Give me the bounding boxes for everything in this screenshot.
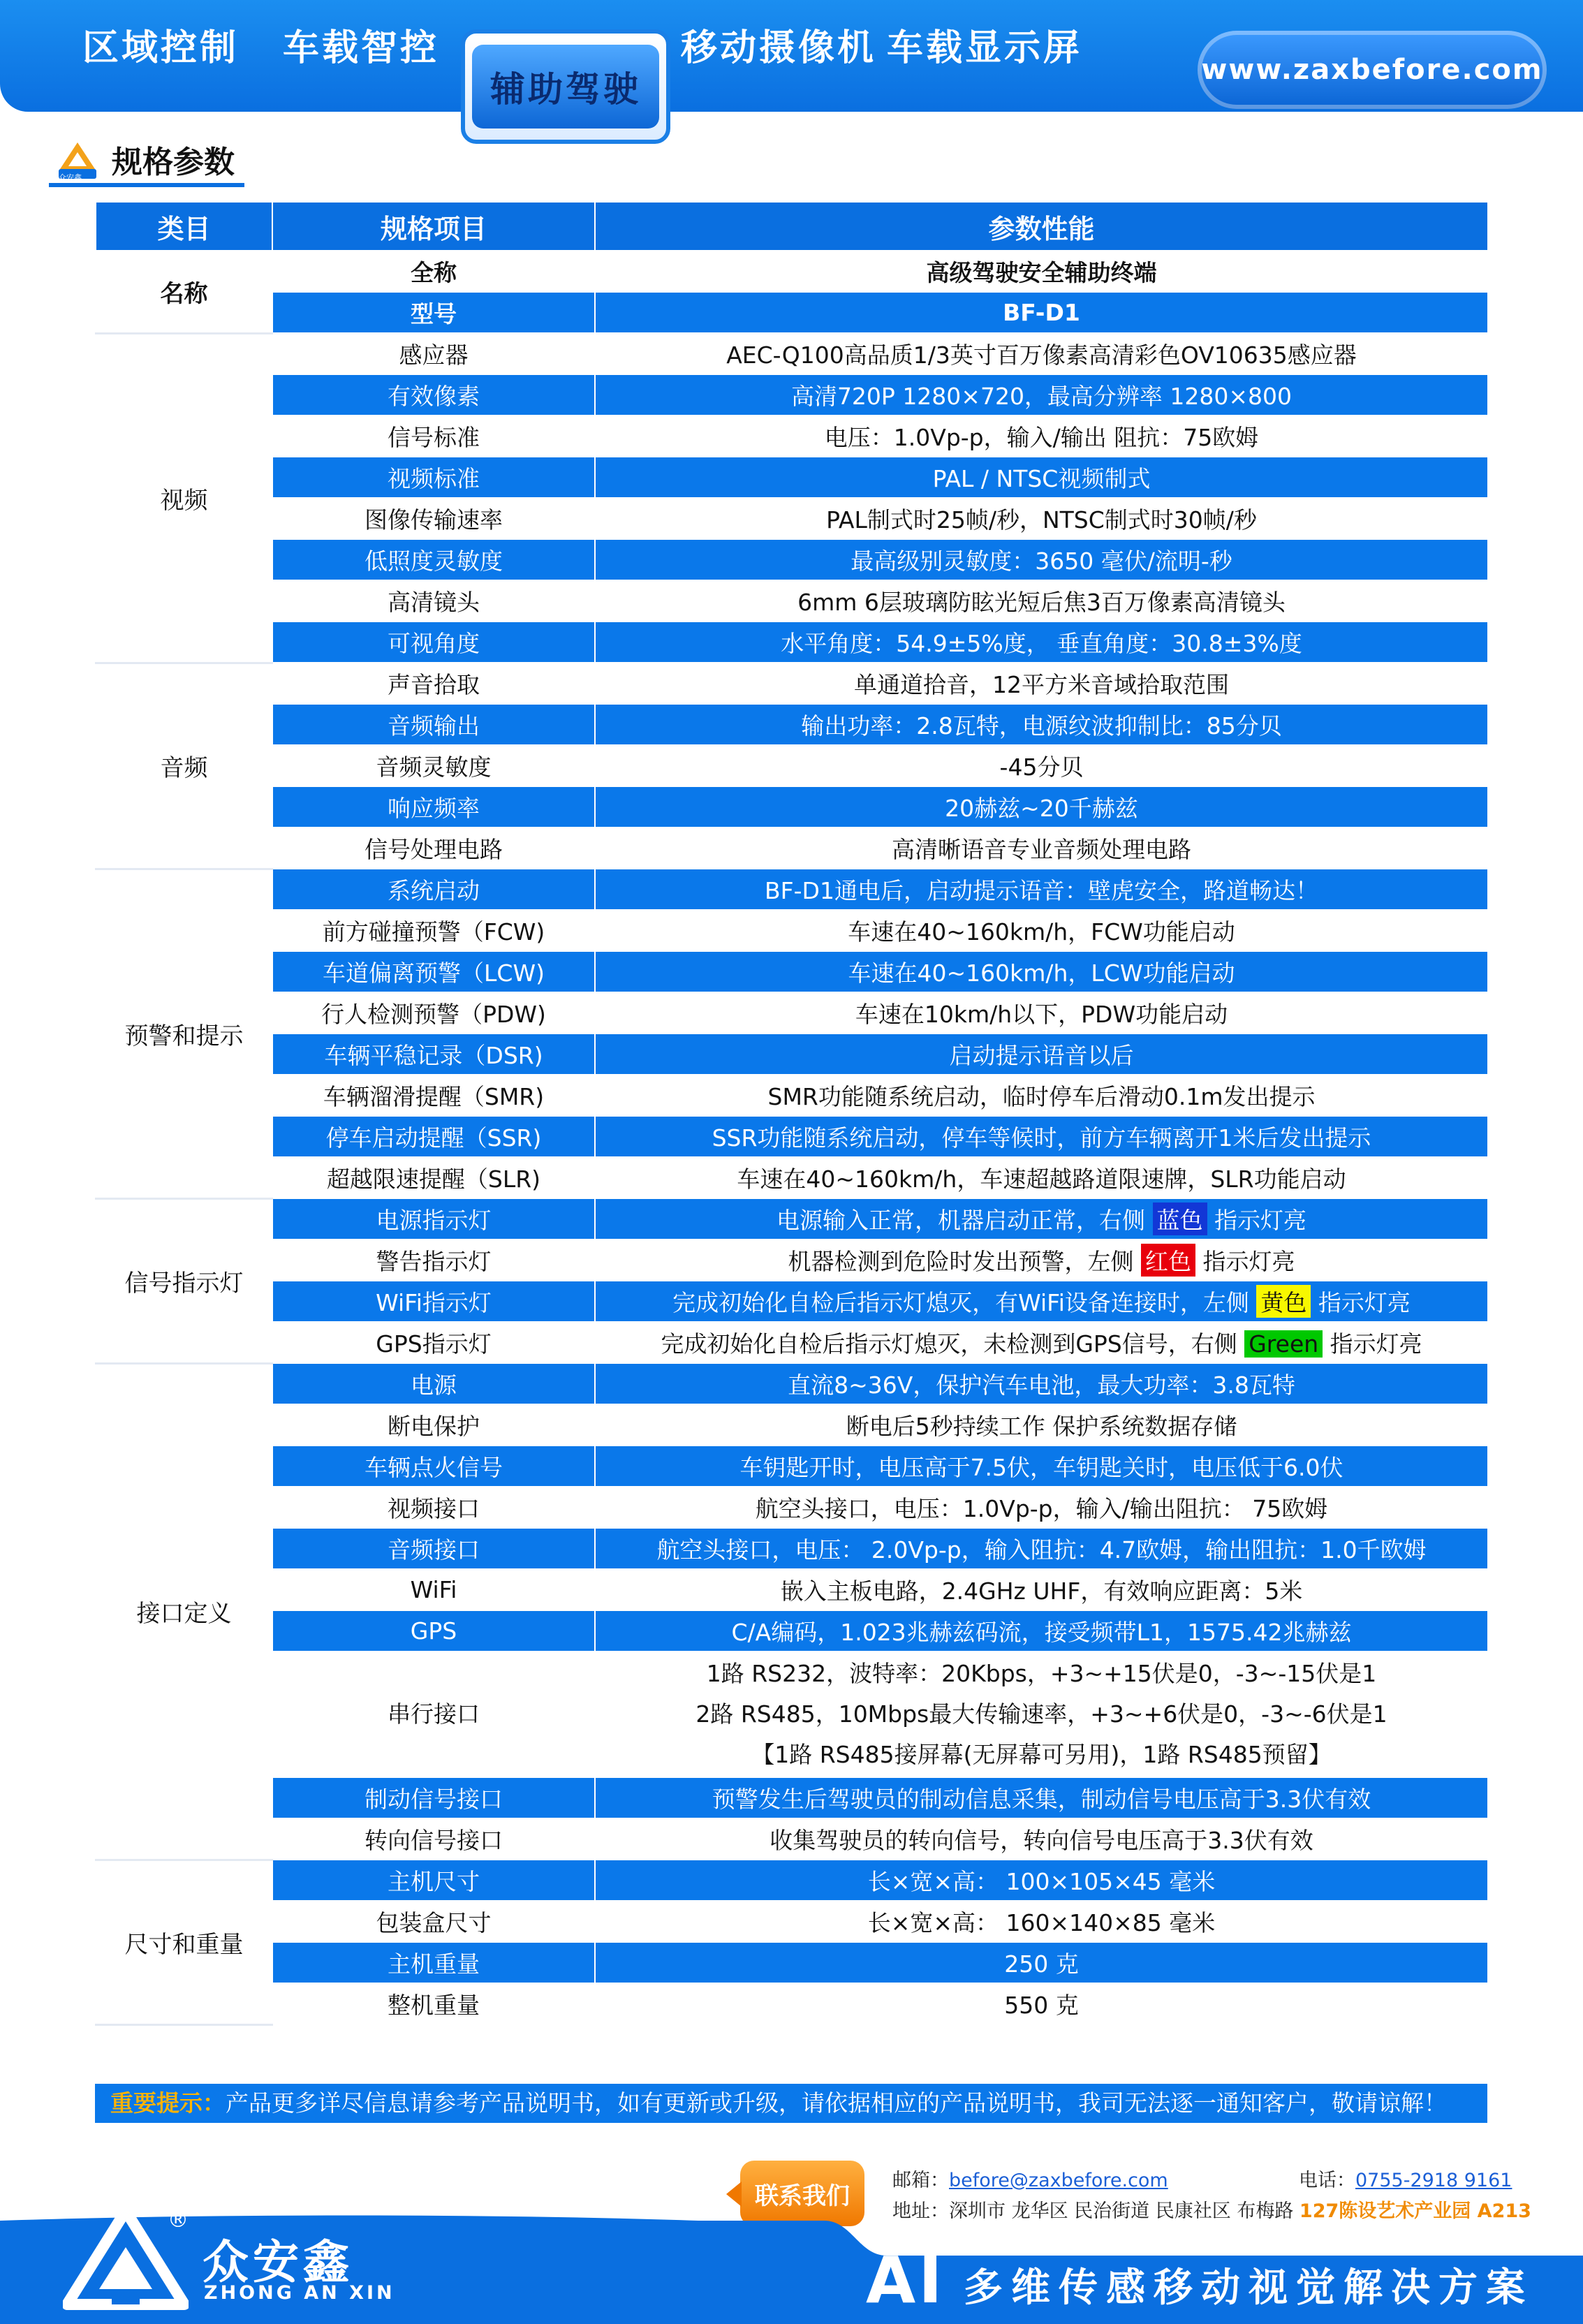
spec-item: 信号标准 [272,415,595,457]
registered-mark: ® [168,2208,189,2233]
table-row [96,992,1488,1034]
table-row [96,828,1488,869]
notice-text: 产品更多详尽信息请参考产品说明书，如有更新或升级，请依据相应的产品说明书，我司无法逐一通知客户，敬请谅解！ [226,2089,1447,2117]
section-title-underline [49,183,244,187]
spec-item: 有效像素 [272,374,595,415]
spec-item: 可视角度 [272,622,595,663]
spec-item: 全称 [272,251,595,292]
blue-highlight: 蓝色 [1153,1203,1207,1235]
table-row [96,910,1488,951]
spec-item: 音频接口 [272,1528,595,1569]
spec-item: 停车启动提醒（SSR) [272,1116,595,1157]
table-header-row [96,202,1488,251]
nav-item-vehicle-control[interactable]: 车载智控 [283,27,440,69]
spec-item: 图像传输速率 [272,498,595,539]
nav-item-mobile-camera[interactable]: 移动摄像机 [681,27,877,69]
spec-item: 车辆溜滑提醒（SMR) [272,1075,595,1116]
table-row [96,1860,1488,1901]
category-warning: 预警和提示 [96,869,272,1198]
spec-item: 低照度灵敏度 [272,539,595,580]
table-row [96,1983,1488,2024]
spec-item: GPS [272,1610,595,1652]
spec-item: 电源指示灯 [272,1198,595,1240]
table-row [96,1777,1488,1818]
spec-value: BF-D1通电后，启动提示语音：壁虎安全，路道畅达！ [595,869,1488,910]
spec-item: 型号 [272,292,595,333]
table-row [96,292,1488,333]
spec-item: WiFi [272,1569,595,1610]
category-interface: 接口定义 [96,1363,272,1860]
table-row [96,333,1488,374]
spec-value: 航空头接口，电压： 2.0Vp-p，输入阻抗：4.7欧姆，输出阻抗：1.0千欧姆 [595,1528,1488,1569]
table-row [96,1034,1488,1075]
table-row [96,539,1488,580]
value-text: 电源输入正常，机器启动正常，右侧 [776,1207,1153,1234]
spec-item: 整机重量 [272,1983,595,2024]
spec-item: 包装盒尺寸 [272,1901,595,1942]
spec-value: 水平角度：54.9±5%度， 垂直角度：30.8±3%度 [595,622,1488,663]
spec-item: 前方碰撞预警（FCW) [272,910,595,951]
table-row [96,1528,1488,1569]
spec-value: 550 克 [595,1983,1488,2024]
header-value: 参数性能 [595,202,1488,251]
header-item: 规格项目 [272,202,595,251]
active-tab-label: 辅助驾驶 [472,45,659,128]
spec-item: 制动信号接口 [272,1777,595,1818]
spec-value: 250 克 [595,1942,1488,1983]
tab-driver-assist-active[interactable] [461,29,670,144]
spec-value: 直流8~36V，保护汽车电池，最大功率：3.8瓦特 [595,1363,1488,1404]
spec-value [595,1652,1488,1777]
tagline-text: 多维传感移动视觉解决方案 [964,2265,1533,2311]
category-name: 名称 [96,251,272,333]
table-row [96,1404,1488,1446]
table-row [96,1157,1488,1198]
table-row [96,745,1488,786]
header-category: 类目 [96,202,272,251]
spec-item: 主机尺寸 [272,1860,595,1901]
value-text: 指示灯亮 [1323,1330,1422,1358]
serial-line-1: 1路 RS232，波特率：20Kbps，+3~+15伏是0，-3~-15伏是1 [706,1660,1377,1687]
spec-value: 输出功率：2.8瓦特，电源纹波抑制比：85分贝 [595,704,1488,745]
spec-table [95,201,1489,2026]
green-highlight: Green [1244,1330,1323,1358]
spec-item: 车道偏离预警（LCW) [272,951,595,992]
spec-item: 串行接口 [272,1652,595,1777]
tagline-ai: AI [866,2243,945,2318]
value-text: 指示灯亮 [1311,1289,1411,1316]
phone-info [1299,2165,1512,2192]
section-title [49,133,251,189]
spec-item: 声音拾取 [272,663,595,704]
spec-value: PAL制式时25帧/秒，NTSC制式时30帧/秒 [595,498,1488,539]
spec-item: 断电保护 [272,1404,595,1446]
table-row [96,1569,1488,1610]
table-row [96,1818,1488,1860]
section-title-text: 规格参数 [112,145,235,180]
value-text: 指示灯亮 [1195,1248,1295,1275]
spec-value: 最高级别灵敏度：3650 毫伏/流明-秒 [595,539,1488,580]
spec-item: WiFi指示灯 [272,1281,595,1322]
email-info [892,2165,1168,2192]
contact-us-label: 联系我们 [755,2182,850,2210]
table-row [96,1281,1488,1322]
category-size-weight: 尺寸和重量 [96,1860,272,2024]
spec-value: 车速在10km/h以下，PDW功能启动 [595,992,1488,1034]
table-row [96,1116,1488,1157]
value-text: 完成初始化自检后指示灯熄灭，有WiFi设备连接时，左侧 [672,1289,1257,1316]
nav-item-vehicle-display[interactable]: 车载显示屏 [887,27,1083,69]
spec-value: 高清720P 1280×720，最高分辨率 1280×800 [595,374,1488,415]
spec-item: 音频灵敏度 [272,745,595,786]
spec-value [595,1240,1488,1281]
table-row [96,1901,1488,1942]
spec-value: 收集驾驶员的转向信号，转向信号电压高于3.3伏有效 [595,1818,1488,1860]
value-text: 指示灯亮 [1207,1207,1306,1234]
spec-item: 转向信号接口 [272,1818,595,1860]
table-row [96,1240,1488,1281]
table-row [96,1652,1488,1777]
category-audio: 音频 [96,663,272,869]
spec-value: 断电后5秒持续工作 保护系统数据存储 [595,1404,1488,1446]
spec-item: 车辆平稳记录（DSR) [272,1034,595,1075]
spec-value [595,1322,1488,1363]
spec-value: 长×宽×高： 160×140×85 毫米 [595,1901,1488,1942]
table-row [96,704,1488,745]
serial-line-2: 2路 RS485，10Mbps最大传输速率，+3~+6伏是0，-3~-6伏是1 [695,1700,1387,1728]
table-row [96,1075,1488,1116]
contact-pointer-icon [726,2182,742,2207]
category-indicator: 信号指示灯 [96,1198,272,1363]
spec-value: BF-D1 [595,292,1488,333]
spec-item: 信号处理电路 [272,828,595,869]
spec-value: 高级驾驶安全辅助终端 [595,251,1488,292]
spec-item: 视频标准 [272,457,595,498]
table-row [96,580,1488,622]
spec-value: 车速在40~160km/h，车速超越路道限速牌，SLR功能启动 [595,1157,1488,1198]
table-row [96,663,1488,704]
table-row [96,1942,1488,1983]
spec-item: 超越限速提醒（SLR) [272,1157,595,1198]
table-row [96,1363,1488,1404]
serial-line-3: 【1路 RS485接屏幕(无屏幕可另用)，1路 RS485预留】 [751,1741,1332,1768]
spec-value: 电压：1.0Vp-p，输入/输出 阻抗：75欧姆 [595,415,1488,457]
phone-label: 电话： [1299,2170,1355,2191]
table-row [96,1487,1488,1528]
table-row [96,622,1488,663]
table-row [96,869,1488,910]
spec-value: 长×宽×高： 100×105×45 毫米 [595,1860,1488,1901]
spec-value: 预警发生后驾驶员的制动信息采集，制动信号电压高于3.3伏有效 [595,1777,1488,1818]
spec-value: AEC-Q100高品质1/3英寸百万像素高清彩色OV10635感应器 [595,333,1488,374]
spec-item: 音频输出 [272,704,595,745]
table-row [96,1446,1488,1487]
spec-value: -45分贝 [595,745,1488,786]
spec-value: C/A编码，1.023兆赫兹码流，接受频带L1，1575.42兆赫兹 [595,1610,1488,1652]
spec-item: 感应器 [272,333,595,374]
brand-name-cn: 众安鑫 [203,2235,353,2289]
address-highlight: 127陈设艺术产业园 A213 [1299,2200,1531,2222]
spec-value: 航空头接口，电压：1.0Vp-p，输入/输出阻抗： 75欧姆 [595,1487,1488,1528]
spec-value: 车速在40~160km/h，FCW功能启动 [595,910,1488,951]
spec-item: 电源 [272,1363,595,1404]
table-row [96,374,1488,415]
spec-value [595,1281,1488,1322]
table-row [96,951,1488,992]
spec-item: 视频接口 [272,1487,595,1528]
spec-value: SSR功能随系统启动，停车等候时，前方车辆离开1米后发出提示 [595,1116,1488,1157]
spec-item: GPS指示灯 [272,1322,595,1363]
table-row [96,415,1488,457]
spec-item: 高清镜头 [272,580,595,622]
address-label: 地址： [892,2200,949,2222]
spec-value: 20赫兹~20千赫兹 [595,786,1488,828]
spec-value [595,1198,1488,1240]
spec-item: 车辆点火信号 [272,1446,595,1487]
spec-value: 高清晰语音专业音频处理电路 [595,828,1488,869]
table-row [96,1610,1488,1652]
email-link[interactable]: before@zaxbefore.com [949,2170,1168,2191]
website-link[interactable]: www.zaxbefore.com [1198,31,1547,109]
spec-item: 警告指示灯 [272,1240,595,1281]
brand-name-en: ZHONG AN XIN [204,2282,395,2304]
table-row [96,1198,1488,1240]
table-row [96,1322,1488,1363]
spec-item: 系统启动 [272,869,595,910]
red-highlight: 红色 [1141,1244,1195,1277]
spec-value: 车钥匙开时，电压高于7.5伏，车钥匙关时，电压低于6.0伏 [595,1446,1488,1487]
important-notice [95,2084,1487,2123]
category-video: 视频 [96,333,272,663]
notice-label: 重要提示： [110,2089,226,2117]
value-text: 完成初始化自检后指示灯熄灭，未检测到GPS信号，右侧 [661,1330,1245,1358]
email-label: 邮箱： [892,2170,949,2191]
table-row [96,457,1488,498]
phone-link[interactable]: 0755-2918 9161 [1355,2170,1512,2191]
spec-value: SMR功能随系统启动，临时停车后滑动0.1m发出提示 [595,1075,1488,1116]
logo-text: 众安鑫 [59,173,82,182]
brand-block [63,2193,426,2315]
table-row [96,786,1488,828]
spec-item: 主机重量 [272,1942,595,1983]
address-text: 深圳市 龙华区 民治街道 民康社区 布梅路 [949,2200,1299,2222]
nav-item-zone-control[interactable]: 区域控制 [82,27,240,69]
spec-value: 车速在40~160km/h，LCW功能启动 [595,951,1488,992]
spec-value: 启动提示语音以后 [595,1034,1488,1075]
value-text: 机器检测到危险时发出预警，左侧 [788,1248,1141,1275]
spec-value: 6mm 6层玻璃防眩光短后焦3百万像素高清镜头 [595,580,1488,622]
table-row [96,498,1488,539]
table-row [96,251,1488,292]
yellow-highlight: 黄色 [1256,1285,1311,1318]
spec-item: 响应频率 [272,786,595,828]
spec-value: 单通道拾音，12平方米音域拾取范围 [595,663,1488,704]
spec-value: PAL / NTSC视频制式 [595,457,1488,498]
spec-value: 嵌入主板电路，2.4GHz UHF，有效响应距离：5米 [595,1569,1488,1610]
spec-item: 行人检测预警（PDW) [272,992,595,1034]
